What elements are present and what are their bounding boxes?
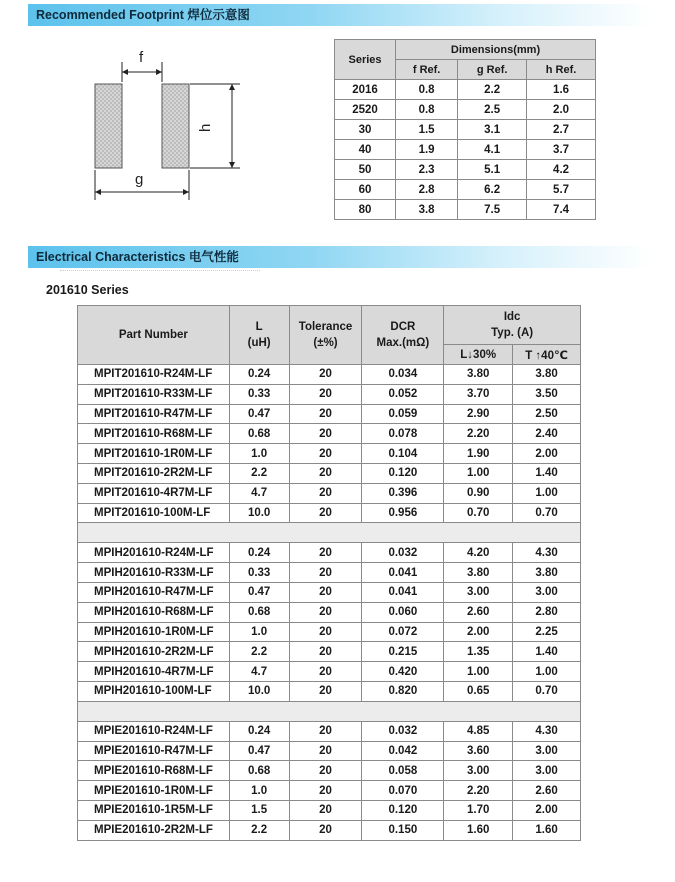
idc-t40-cell: 2.80 [513,602,581,622]
f-ref-cell: 0.8 [396,80,458,100]
f-ref-cell: 1.5 [396,120,458,140]
inductance-cell: 0.68 [229,424,289,444]
tolerance-cell: 20 [289,563,362,583]
inductance-cell: 2.2 [229,642,289,662]
idc-l30-cell: 1.70 [444,800,513,820]
table-row [78,463,581,483]
inductance-cell: 0.33 [229,563,289,583]
idc-t40-cell: 1.60 [513,820,581,840]
tolerance-cell: 20 [289,662,362,682]
g-ref-cell: 7.5 [458,200,527,220]
group-separator-row [78,523,581,543]
inductance-cell: 0.47 [229,741,289,761]
f-ref-cell: 1.9 [396,140,458,160]
series-cell: 40 [335,140,396,160]
table-row [78,721,581,741]
inductance-cell: 0.24 [229,543,289,563]
inductance-cell: 1.5 [229,800,289,820]
tolerance-cell: 20 [289,800,362,820]
idc-l30-cell: 1.00 [444,463,513,483]
inductance-cell: 0.68 [229,602,289,622]
inductance-cell: 10.0 [229,681,289,701]
part-number-cell: MPIE201610-1R5M-LF [78,800,230,820]
idc-l30-cell: 3.60 [444,741,513,761]
tolerance-cell: 20 [289,404,362,424]
idc-l30-cell: 3.80 [444,563,513,583]
tolerance-cell: 20 [289,424,362,444]
dimensions-row [335,200,596,220]
dcr-cell: 0.150 [362,820,444,840]
tolerance-cell: 20 [289,483,362,503]
g-ref-cell: 4.1 [458,140,527,160]
part-number-cell: MPIH201610-2R2M-LF [78,642,230,662]
idc-t40-cell: 0.70 [513,681,581,701]
idc-t40-cell: 3.50 [513,384,581,404]
idc-l30-cell: 2.20 [444,781,513,801]
inductance-cell: 1.0 [229,444,289,464]
idc-l30-cell: 2.20 [444,424,513,444]
tolerance-header-line2: (±%) [313,337,338,349]
h-dimension-label: h [197,123,214,132]
tolerance-header-line1: Tolerance [298,321,353,333]
part-number-header: Part Number [78,306,230,365]
inductance-cell: 4.7 [229,662,289,682]
group-separator-row [78,701,581,721]
dcr-cell: 0.052 [362,384,444,404]
dcr-cell: 0.058 [362,761,444,781]
part-number-cell: MPIH201610-1R0M-LF [78,622,230,642]
table-row [78,741,581,761]
dcr-cell: 0.059 [362,404,444,424]
tolerance-cell: 20 [289,365,362,385]
part-number-cell: MPIT201610-100M-LF [78,503,230,523]
dcr-cell: 0.072 [362,622,444,642]
idc-t40-cell: 2.00 [513,444,581,464]
f-dimension-label: f [139,49,144,66]
idc-t40-header: T ↑40℃ [513,345,581,365]
tolerance-cell: 20 [289,741,362,761]
inductance-cell: 0.47 [229,582,289,602]
idc-l30-cell: 0.90 [444,483,513,503]
tolerance-cell: 20 [289,384,362,404]
electrical-characteristics-table [77,305,581,841]
f-ref-cell: 2.8 [396,180,458,200]
series-cell: 80 [335,200,396,220]
inductance-cell: 0.33 [229,384,289,404]
dimensions-row [335,180,596,200]
part-number-cell: MPIT201610-R24M-LF [78,365,230,385]
table-row [78,582,581,602]
idc-header-line2: Typ. (A) [491,327,534,339]
idc-l30-cell: 1.90 [444,444,513,464]
idc-header [444,306,581,345]
part-number-cell: MPIT201610-R47M-LF [78,404,230,424]
part-number-cell: MPIT201610-1R0M-LF [78,444,230,464]
group-separator-cell [78,523,581,543]
idc-l30-cell: 4.20 [444,543,513,563]
dcr-cell: 0.034 [362,365,444,385]
h-ref-header: h Ref. [527,60,596,80]
idc-t40-cell: 2.00 [513,800,581,820]
dcr-cell: 0.042 [362,741,444,761]
inductance-header [229,306,289,365]
tolerance-cell: 20 [289,602,362,622]
left-pad [95,84,122,168]
part-number-cell: MPIT201610-R68M-LF [78,424,230,444]
h-ref-cell: 1.6 [527,80,596,100]
idc-l30-cell: 1.00 [444,662,513,682]
footprint-diagram [80,44,250,204]
idc-t40-cell: 1.00 [513,483,581,503]
idc-t40-cell: 3.80 [513,365,581,385]
part-number-cell: MPIE201610-R47M-LF [78,741,230,761]
series-header: Series [335,40,396,80]
g-dimension-label: g [135,171,144,188]
g-ref-cell: 6.2 [458,180,527,200]
idc-l30-cell: 2.90 [444,404,513,424]
idc-t40-cell: 3.00 [513,761,581,781]
dimensions-table [334,39,596,220]
right-pad [162,84,189,168]
dcr-header-line2: Max.(mΩ) [376,337,430,349]
inductance-header-line1: L [255,321,263,333]
dcr-cell: 0.070 [362,781,444,801]
f-ref-cell: 2.3 [396,160,458,180]
idc-l30-cell: 3.70 [444,384,513,404]
table-row [78,404,581,424]
idc-l30-cell: 0.70 [444,503,513,523]
dcr-cell: 0.060 [362,602,444,622]
part-number-cell: MPIE201610-R68M-LF [78,761,230,781]
g-ref-header: g Ref. [458,60,527,80]
idc-t40-cell: 3.00 [513,741,581,761]
table-row [78,503,581,523]
table-row [78,483,581,503]
part-number-cell: MPIH201610-R47M-LF [78,582,230,602]
table-row [78,602,581,622]
dcr-cell: 0.396 [362,483,444,503]
footprint-section-title: Recommended Footprint 焊位示意图 [36,8,250,22]
series-cell: 2520 [335,100,396,120]
inductance-cell: 1.0 [229,622,289,642]
idc-l30-cell: 3.80 [444,365,513,385]
dimensions-row [335,140,596,160]
table-row [78,662,581,682]
idc-t40-cell: 2.50 [513,404,581,424]
part-number-cell: MPIH201610-R68M-LF [78,602,230,622]
g-ref-cell: 2.2 [458,80,527,100]
idc-l30-cell: 0.65 [444,681,513,701]
h-ref-cell: 4.2 [527,160,596,180]
part-number-cell: MPIE201610-1R0M-LF [78,781,230,801]
dcr-cell: 0.032 [362,543,444,563]
idc-l30-header: L↓30% [444,345,513,365]
f-ref-header: f Ref. [396,60,458,80]
part-number-cell: MPIT201610-2R2M-LF [78,463,230,483]
dcr-cell: 0.104 [362,444,444,464]
inductance-header-line2: (uH) [247,337,271,349]
idc-t40-cell: 2.25 [513,622,581,642]
table-row [78,424,581,444]
inductance-cell: 4.7 [229,483,289,503]
tolerance-cell: 20 [289,543,362,563]
dcr-cell: 0.120 [362,800,444,820]
h-ref-cell: 3.7 [527,140,596,160]
table-row [78,365,581,385]
tolerance-cell: 20 [289,503,362,523]
idc-t40-cell: 2.60 [513,781,581,801]
tolerance-cell: 20 [289,781,362,801]
electrical-section-banner [28,246,652,268]
dcr-cell: 0.032 [362,721,444,741]
dcr-cell: 0.041 [362,563,444,583]
table-row [78,681,581,701]
table-row [78,563,581,583]
table-row [78,820,581,840]
idc-t40-cell: 4.30 [513,543,581,563]
inductance-cell: 0.47 [229,404,289,424]
tolerance-cell: 20 [289,820,362,840]
inductance-cell: 2.2 [229,463,289,483]
part-number-cell: MPIT201610-4R7M-LF [78,483,230,503]
dcr-cell: 0.956 [362,503,444,523]
h-ref-cell: 2.0 [527,100,596,120]
series-title: 201610 Series [46,283,129,297]
inductance-cell: 2.2 [229,820,289,840]
table-row [78,444,581,464]
idc-header-line1: Idc [503,311,521,323]
idc-t40-cell: 3.80 [513,563,581,583]
dimensions-row [335,120,596,140]
idc-t40-cell: 0.70 [513,503,581,523]
table-row [78,761,581,781]
idc-t40-cell: 1.40 [513,463,581,483]
series-cell: 50 [335,160,396,180]
inductance-cell: 1.0 [229,781,289,801]
tolerance-cell: 20 [289,681,362,701]
dimensions-row [335,80,596,100]
group-separator-cell [78,701,581,721]
dcr-header-line1: DCR [390,321,416,333]
part-number-cell: MPIH201610-4R7M-LF [78,662,230,682]
inductance-cell: 0.24 [229,365,289,385]
part-number-cell: MPIE201610-R24M-LF [78,721,230,741]
dcr-cell: 0.215 [362,642,444,662]
h-ref-cell: 7.4 [527,200,596,220]
dimensions-row [335,160,596,180]
inductance-cell: 0.24 [229,721,289,741]
divider [60,270,260,275]
dimensions-group-header: Dimensions(mm) [396,40,596,60]
dcr-cell: 0.120 [362,463,444,483]
dcr-cell: 0.078 [362,424,444,444]
idc-l30-cell: 3.00 [444,761,513,781]
part-number-cell: MPIH201610-R33M-LF [78,563,230,583]
idc-l30-cell: 4.85 [444,721,513,741]
g-ref-cell: 3.1 [458,120,527,140]
table-row [78,642,581,662]
dcr-header [362,306,444,365]
tolerance-header [289,306,362,365]
idc-l30-cell: 2.60 [444,602,513,622]
g-ref-cell: 5.1 [458,160,527,180]
f-ref-cell: 3.8 [396,200,458,220]
inductance-cell: 10.0 [229,503,289,523]
idc-t40-cell: 1.00 [513,662,581,682]
h-ref-cell: 2.7 [527,120,596,140]
idc-l30-cell: 3.00 [444,582,513,602]
g-ref-cell: 2.5 [458,100,527,120]
series-cell: 30 [335,120,396,140]
electrical-section-title: Electrical Characteristics 电气性能 [36,250,239,264]
footprint-section-banner [28,4,652,26]
tolerance-cell: 20 [289,761,362,781]
part-number-cell: MPIE201610-2R2M-LF [78,820,230,840]
tolerance-cell: 20 [289,444,362,464]
part-number-cell: MPIH201610-R24M-LF [78,543,230,563]
idc-t40-cell: 3.00 [513,582,581,602]
idc-t40-cell: 2.40 [513,424,581,444]
idc-t40-cell: 4.30 [513,721,581,741]
series-cell: 60 [335,180,396,200]
tolerance-cell: 20 [289,721,362,741]
idc-l30-cell: 1.60 [444,820,513,840]
tolerance-cell: 20 [289,622,362,642]
table-row [78,800,581,820]
tolerance-cell: 20 [289,463,362,483]
idc-l30-cell: 2.00 [444,622,513,642]
dcr-cell: 0.041 [362,582,444,602]
idc-t40-cell: 1.40 [513,642,581,662]
table-row [78,543,581,563]
table-row [78,781,581,801]
tolerance-cell: 20 [289,582,362,602]
dimensions-row [335,100,596,120]
tolerance-cell: 20 [289,642,362,662]
dcr-cell: 0.420 [362,662,444,682]
inductance-cell: 0.68 [229,761,289,781]
dcr-cell: 0.820 [362,681,444,701]
f-ref-cell: 0.8 [396,100,458,120]
table-row [78,384,581,404]
part-number-cell: MPIH201610-100M-LF [78,681,230,701]
series-cell: 2016 [335,80,396,100]
part-number-cell: MPIT201610-R33M-LF [78,384,230,404]
h-ref-cell: 5.7 [527,180,596,200]
idc-l30-cell: 1.35 [444,642,513,662]
table-row [78,622,581,642]
